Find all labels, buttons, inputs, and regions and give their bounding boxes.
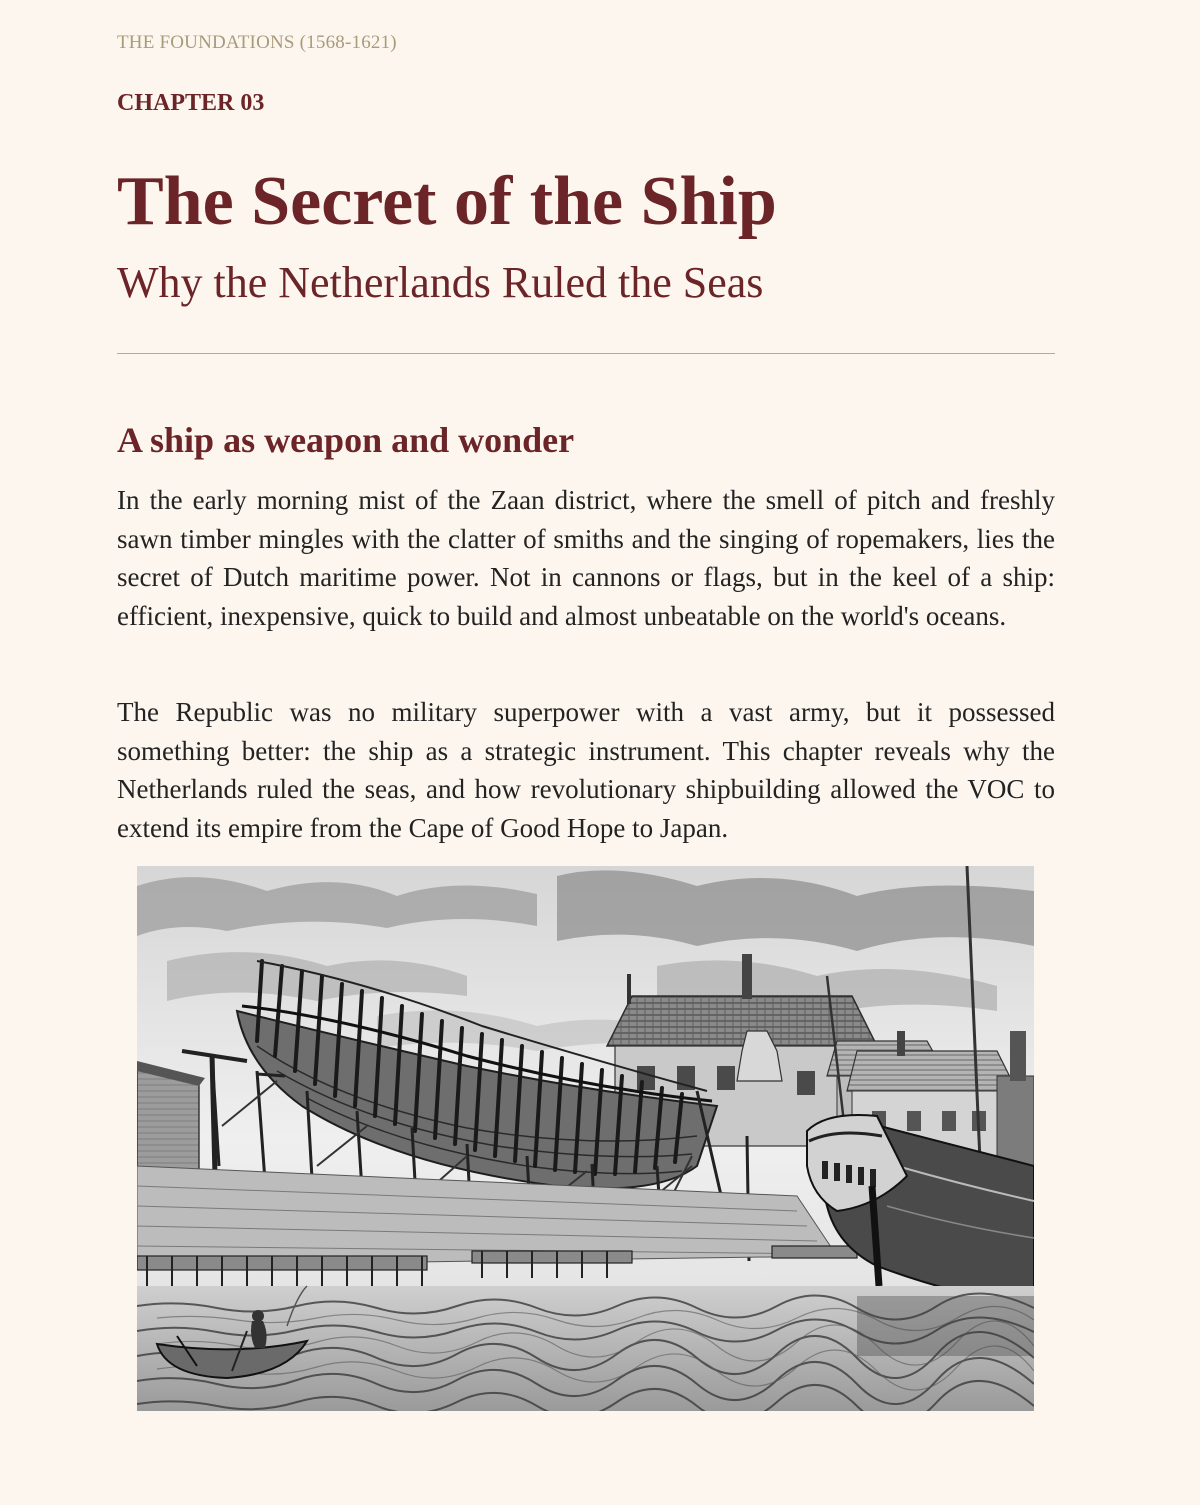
chapter-title: The Secret of the Ship [117, 163, 777, 240]
running-header: THE FOUNDATIONS (1568-1621) [117, 32, 397, 53]
section-heading: A ship as weapon and wonder [117, 420, 575, 460]
chapter-subtitle: Why the Netherlands Ruled the Seas [117, 258, 764, 307]
shipyard-engraving-illustration [137, 866, 1034, 1411]
body-paragraph: In the early morning mist of the Zaan district, where the smell of pitch and freshly sawn timber mingles with the clatter of smiths and the singing of ropemakers, lies the secret of Dutch maritime power. Not in cannons or flags, but in the keel of a ship: efficient, inexpensive, quick to build and almost unbeatable on the world's oceans. [117, 485, 1055, 631]
chapter-label: CHAPTER 03 [117, 90, 265, 116]
divider [117, 353, 1055, 354]
body-paragraph: The Republic was no military superpower with a vast army, but it possessed something better: the ship as a strategic instrument. This chapter reveals why the Netherlands ruled the seas, and how revolutionary shipbuilding allowed the VOC to extend its empire from the Cape of Good Hope to Japan. [117, 697, 1055, 843]
